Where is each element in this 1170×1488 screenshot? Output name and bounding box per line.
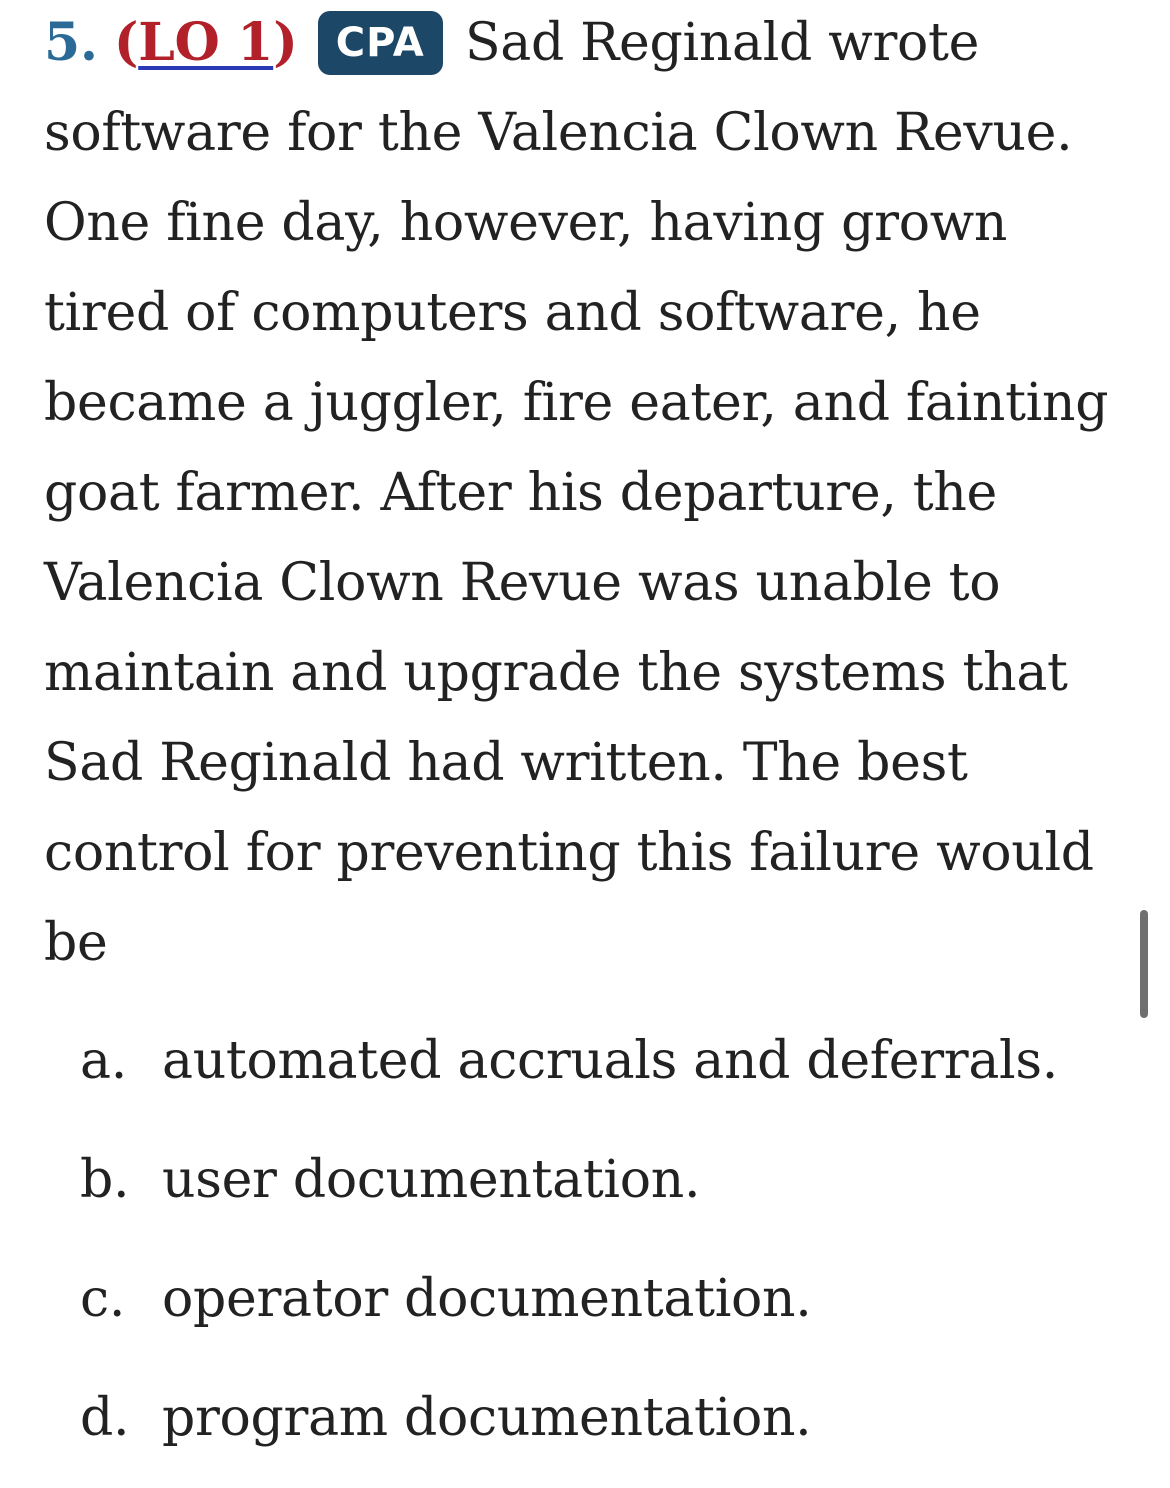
option-text: automated accruals and deferrals. — [162, 1031, 1058, 1091]
cpa-badge: CPA — [318, 11, 443, 75]
lo-close-paren: ) — [273, 12, 298, 73]
lo-open-paren: ( — [113, 12, 139, 73]
scrollbar-thumb[interactable] — [1140, 910, 1148, 1018]
learning-objective-link[interactable]: LO 1 — [138, 12, 274, 73]
answer-options — [80, 1002, 1140, 1478]
option-letter: a. — [80, 1031, 127, 1091]
option-letter: b. — [80, 1150, 130, 1210]
question-stem — [44, 0, 1124, 988]
option-text: program documentation. — [162, 1388, 812, 1448]
option-letter: c. — [80, 1269, 126, 1329]
learning-objective — [114, 12, 298, 73]
option-b[interactable] — [80, 1121, 1140, 1240]
option-c[interactable] — [80, 1240, 1140, 1359]
option-d[interactable] — [80, 1359, 1140, 1478]
option-text: operator documentation. — [162, 1269, 812, 1329]
option-a[interactable] — [80, 1002, 1140, 1121]
option-text: user documentation. — [162, 1150, 701, 1210]
question-text: Sad Reginald wrote software for the Valencia Clown Revue. One fine day, however, having grown tired of computers and software, he became a juggler, fire eater, and fainting goat farmer. After his departure, the Valencia Clown Revue was unable to maintain and upgrade the systems that Sad Reginald had written. The best control for preventing this failure would be — [44, 13, 1109, 973]
question-number: 5. — [44, 12, 98, 73]
option-letter: d. — [80, 1388, 130, 1448]
